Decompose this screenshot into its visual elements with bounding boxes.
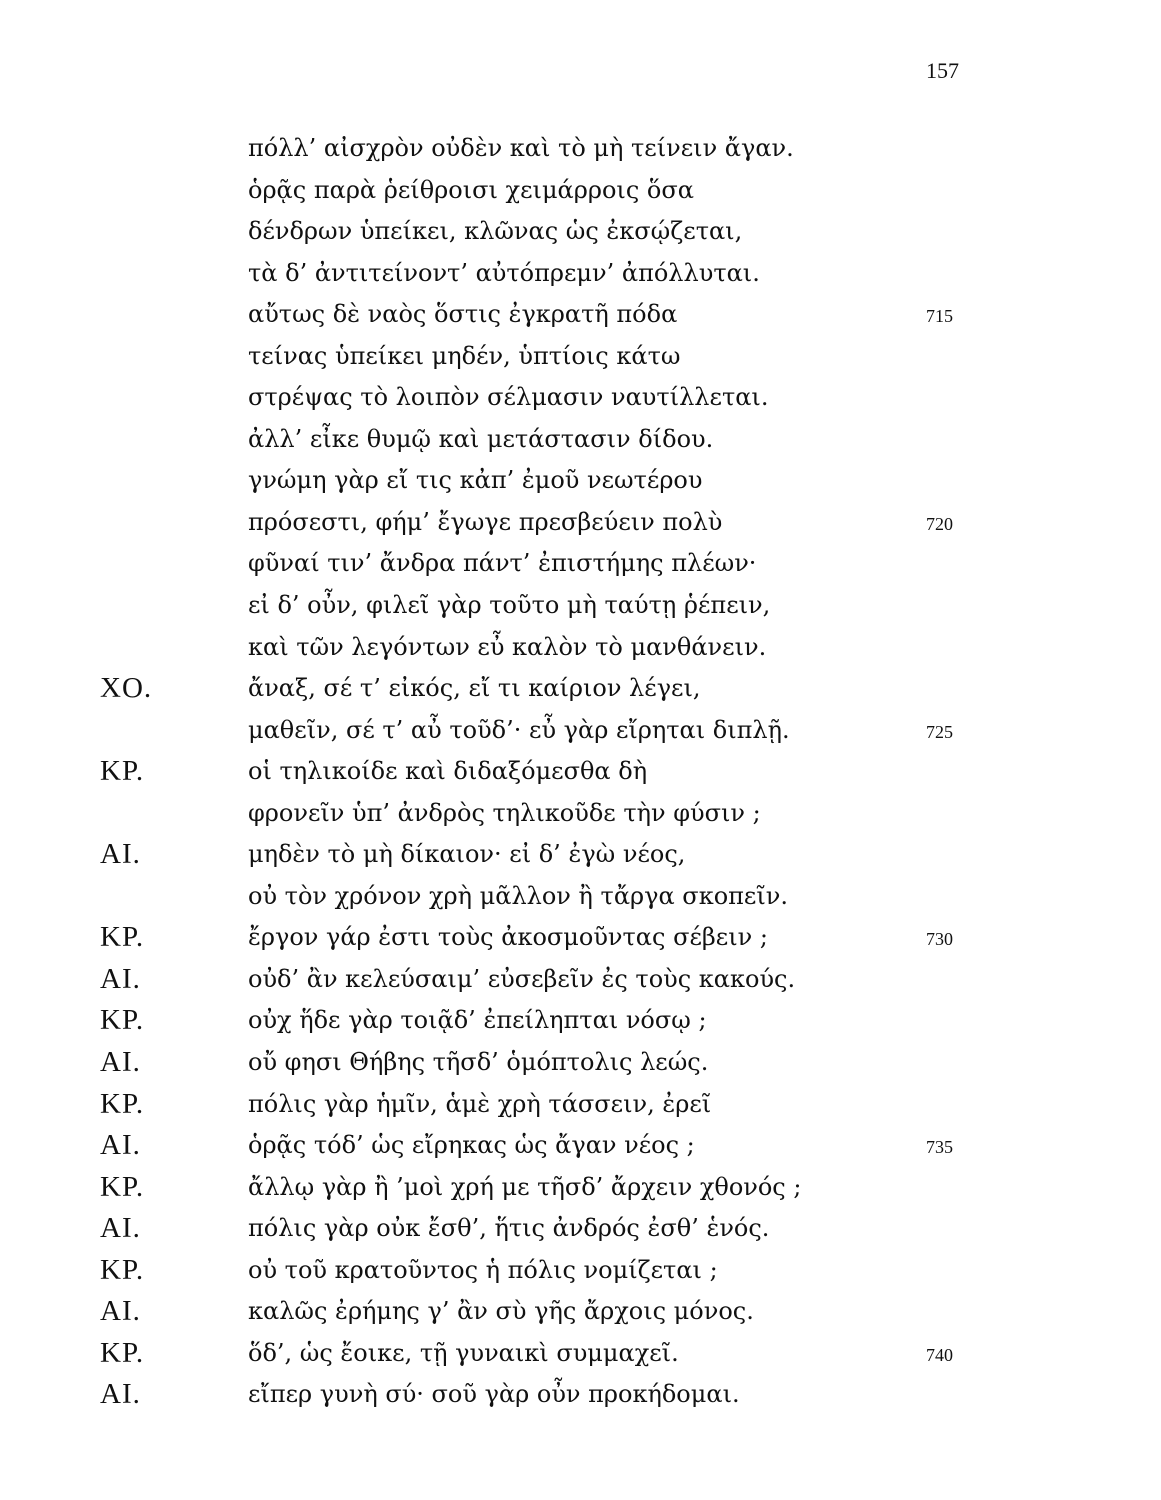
- verse-text: ἄλλῳ γὰρ ἢ ’μοὶ χρή με τῆσδ’ ἄρχειν χθονός ;: [248, 1172, 802, 1201]
- verse-line: [0, 1208, 1161, 1250]
- verse-text: ὁρᾷς τόδ’ ὡς εἴρηκας ὡς ἄγαν νέος ;: [248, 1131, 695, 1160]
- speaker-label: ΧΟ.: [100, 672, 153, 705]
- verse-line: [0, 959, 1161, 1001]
- verse-line: [0, 170, 1161, 212]
- verse-line: [0, 1000, 1161, 1042]
- speaker-label: ΑΙ.: [100, 962, 141, 995]
- verse-text: οὔ φησι Θήβης τῆσδ’ ὁμόπτολις λεώς.: [248, 1048, 709, 1077]
- verse-line: [0, 1333, 1161, 1375]
- verse-line: [0, 710, 1161, 752]
- verse-line: [0, 1167, 1161, 1209]
- verse-line: [0, 1125, 1161, 1167]
- verse-line: [0, 627, 1161, 669]
- verse-line: [0, 793, 1161, 835]
- speaker-label: ΚΡ.: [100, 921, 145, 954]
- verse-text: μαθεῖν, σέ τ’ αὖ τοῦδ’· εὖ γὰρ εἴρηται διπλῇ.: [248, 715, 790, 744]
- verse-text: ὅδ’, ὡς ἔοικε, τῇ γυναικὶ συμμαχεῖ.: [248, 1338, 679, 1367]
- verse-text: πόλις γὰρ ἡμῖν, ἁμὲ χρὴ τάσσειν, ἐρεῖ: [248, 1089, 712, 1118]
- verse-text: πόλις γὰρ οὐκ ἔσθ’, ἥτις ἀνδρός ἐσθ’ ἑνός.: [248, 1214, 770, 1243]
- verse-line: [0, 834, 1161, 876]
- verse-text: φῦναί τιν’ ἄνδρα πάντ’ ἐπιστήμης πλέων·: [248, 549, 757, 578]
- page-number: 157: [926, 58, 959, 83]
- line-number: 720: [926, 513, 953, 534]
- speaker-label: ΑΙ.: [100, 838, 141, 871]
- line-number: 715: [926, 306, 953, 327]
- speaker-label: ΚΡ.: [100, 1253, 145, 1286]
- line-number: 730: [926, 929, 953, 950]
- verse-text: ἀλλ’ εἶκε θυμῷ καὶ μετάστασιν δίδου.: [248, 424, 714, 453]
- speaker-label: ΑΙ.: [100, 1378, 141, 1411]
- verse-line: [0, 585, 1161, 627]
- verse-line: [0, 1084, 1161, 1126]
- verse-line: [0, 876, 1161, 918]
- verse-line: [0, 1250, 1161, 1292]
- verse-text: ἔργον γάρ ἐστι τοὺς ἀκοσμοῦντας σέβειν ;: [248, 923, 768, 952]
- speaker-label: ΚΡ.: [100, 1004, 145, 1037]
- speaker-label: ΚΡ.: [100, 755, 145, 788]
- verse-line: [0, 917, 1161, 959]
- verse-text: εἴπερ γυνὴ σύ· σοῦ γὰρ οὖν προκήδομαι.: [248, 1380, 740, 1409]
- verse-text: οὐ τοῦ κρατοῦντος ἡ πόλις νομίζεται ;: [248, 1255, 718, 1284]
- verse-line: [0, 1291, 1161, 1333]
- verse-text: ὁρᾷς παρὰ ῥείθροισι χειμάρροις ὅσα: [248, 175, 694, 204]
- verse-text: εἰ δ’ οὖν, φιλεῖ γὰρ τοῦτο μὴ ταύτῃ ῥέπειν,: [248, 591, 771, 620]
- verse-line: [0, 294, 1161, 336]
- verse-line: [0, 1374, 1161, 1416]
- verse-text: καὶ τῶν λεγόντων εὖ καλὸν τὸ μανθάνειν.: [248, 632, 767, 661]
- verse-text: δένδρων ὑπείκει, κλῶνας ὡς ἐκσῴζεται,: [248, 217, 743, 246]
- verse-text: αὔτως δὲ ναὸς ὅστις ἐγκρατῆ πόδα: [248, 300, 678, 329]
- verse-line: [0, 751, 1161, 793]
- verse-text: πρόσεστι, φήμ’ ἔγωγε πρεσβεύειν πολὺ: [248, 507, 723, 536]
- verse-line: [0, 336, 1161, 378]
- verse-line: [0, 211, 1161, 253]
- speaker-label: ΑΙ.: [100, 1212, 141, 1245]
- verse-text: φρονεῖν ὑπ’ ἀνδρὸς τηλικοῦδε τὴν φύσιν ;: [248, 798, 761, 827]
- verse-text: γνώμη γὰρ εἴ τις κἀπ’ ἐμοῦ νεωτέρου: [248, 466, 703, 495]
- verse-line: [0, 253, 1161, 295]
- verse-line: [0, 377, 1161, 419]
- speaker-label: ΑΙ.: [100, 1295, 141, 1328]
- verse-text: ἄναξ, σέ τ’ εἰκός, εἴ τι καίριον λέγει,: [248, 674, 701, 703]
- speaker-label: ΚΡ.: [100, 1336, 145, 1369]
- verse-text-block: [0, 128, 1161, 1416]
- verse-text: οὐ τὸν χρόνον χρὴ μᾶλλον ἢ τἄργα σκοπεῖν.: [248, 881, 788, 910]
- verse-line: [0, 128, 1161, 170]
- verse-text: τὰ δ’ ἀντιτείνοντ’ αὐτόπρεμν’ ἀπόλλυται.: [248, 258, 760, 287]
- speaker-label: ΚΡ.: [100, 1170, 145, 1203]
- speaker-label: ΚΡ.: [100, 1087, 145, 1120]
- verse-text: οἱ τηλικοίδε καὶ διδαξόμεσθα δὴ: [248, 757, 648, 786]
- verse-line: [0, 502, 1161, 544]
- speaker-label: ΑΙ.: [100, 1046, 141, 1079]
- verse-line: [0, 419, 1161, 461]
- verse-line: [0, 543, 1161, 585]
- verse-line: [0, 1042, 1161, 1084]
- verse-line: [0, 668, 1161, 710]
- line-number: 740: [926, 1344, 953, 1365]
- verse-text: μηδὲν τὸ μὴ δίκαιον· εἰ δ’ ἐγὼ νέος,: [248, 840, 686, 869]
- line-number: 735: [926, 1137, 953, 1158]
- verse-text: οὐχ ἥδε γὰρ τοιᾷδ’ ἐπείληπται νόσῳ ;: [248, 1006, 707, 1035]
- verse-text: τείνας ὑπείκει μηδέν, ὑπτίοις κάτω: [248, 341, 681, 370]
- verse-text: καλῶς ἐρήμης γ’ ἂν σὺ γῆς ἄρχοις μόνος.: [248, 1297, 754, 1326]
- speaker-label: ΑΙ.: [100, 1129, 141, 1162]
- verse-text: οὐδ’ ἂν κελεύσαιμ’ εὐσεβεῖν ἐς τοὺς κακούς.: [248, 964, 796, 993]
- line-number: 725: [926, 721, 953, 742]
- verse-text: πόλλ’ αἰσχρὸν οὐδὲν καὶ τὸ μὴ τείνειν ἄγαν.: [248, 134, 794, 162]
- verse-line: [0, 460, 1161, 502]
- verse-text: στρέψας τὸ λοιπὸν σέλμασιν ναυτίλλεται.: [248, 383, 769, 412]
